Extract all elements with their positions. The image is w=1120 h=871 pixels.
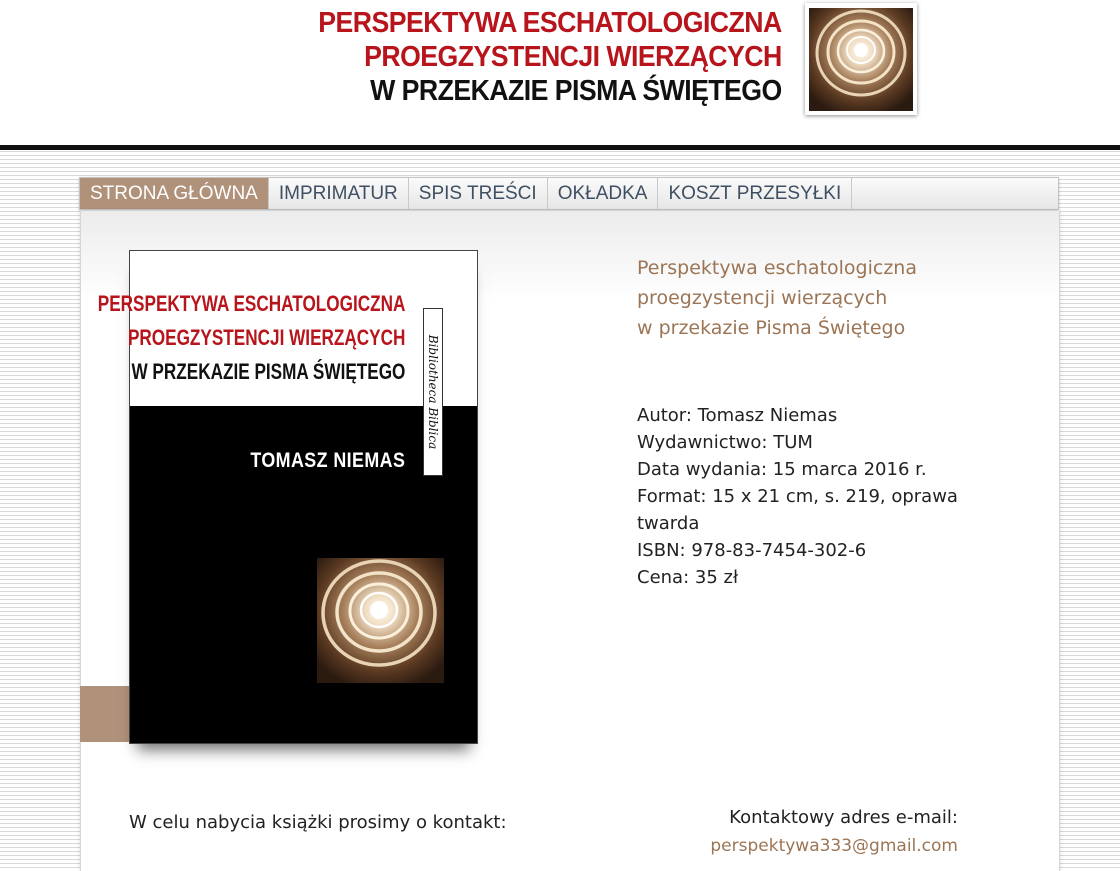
cover-series-text: Bibliotheca Biblica: [426, 334, 440, 450]
detail-price: Cena: 35 zł: [637, 567, 739, 588]
email-label: Kontaktowy adres e-mail:: [729, 807, 958, 828]
site-title-line-1: PERSPEKTYWA ESCHATOLOGICZNA: [318, 7, 782, 39]
book-title: [637, 253, 917, 343]
nav-item-cover[interactable]: OKŁADKA: [548, 178, 659, 209]
main-nav: [79, 177, 1059, 210]
site-title: [319, 6, 782, 108]
detail-format: Format: 15 x 21 cm, s. 219, oprawa twarda: [637, 486, 958, 534]
nav-item-home[interactable]: STRONA GŁÓWNA: [80, 178, 269, 209]
cover-title: [97, 287, 405, 389]
book-title-line-1: Perspektywa eschatologiczna: [637, 257, 917, 279]
detail-publisher: Wydawnictwo: TUM: [637, 432, 813, 453]
email-link[interactable]: perspektywa333@gmail.com: [710, 836, 958, 856]
book-title-line-3: w przekazie Pisma Świętego: [637, 317, 906, 339]
cover-author: TOMASZ NIEMAS: [250, 449, 405, 472]
book-title-line-2: proegzystencji wierzących: [637, 287, 888, 309]
spiral-staircase-icon: [809, 8, 913, 111]
cover-series-label: [423, 308, 443, 476]
book-details: [637, 402, 977, 591]
site-header: [0, 0, 1120, 150]
nav-item-shipping-cost[interactable]: KOSZT PRZESYŁKI: [658, 178, 852, 209]
nav-item-table-of-contents[interactable]: SPIS TREŚCI: [409, 178, 548, 209]
detail-isbn: ISBN: 978-83-7454-302-6: [637, 540, 867, 561]
detail-author: Autor: Tomasz Niemas: [637, 405, 838, 426]
site-title-line-2: PROEGZYSTENCJI WIERZĄCYCH: [364, 41, 782, 73]
book-cover: [97, 250, 478, 744]
site-title-line-3: W PRZEKAZIE PISMA ŚWIĘTEGO: [370, 75, 782, 107]
spiral-staircase-icon: [317, 558, 444, 683]
cover-title-line-2: PROEGZYSTENCJI WIERZĄCYCH: [127, 325, 405, 350]
cover-title-line-3: W PRZEKAZIE PISMA ŚWIĘTEGO: [131, 359, 405, 384]
cover-title-line-1: PERSPEKTYWA ESCHATOLOGICZNA: [97, 291, 405, 316]
nav-item-imprimatur[interactable]: IMPRIMATUR: [269, 178, 409, 209]
header-logo: [805, 3, 917, 115]
detail-publication-date: Data wydania: 15 marca 2016 r.: [637, 459, 927, 480]
purchase-contact-text: W celu nabycia książki prosimy o kontakt:: [129, 812, 507, 833]
